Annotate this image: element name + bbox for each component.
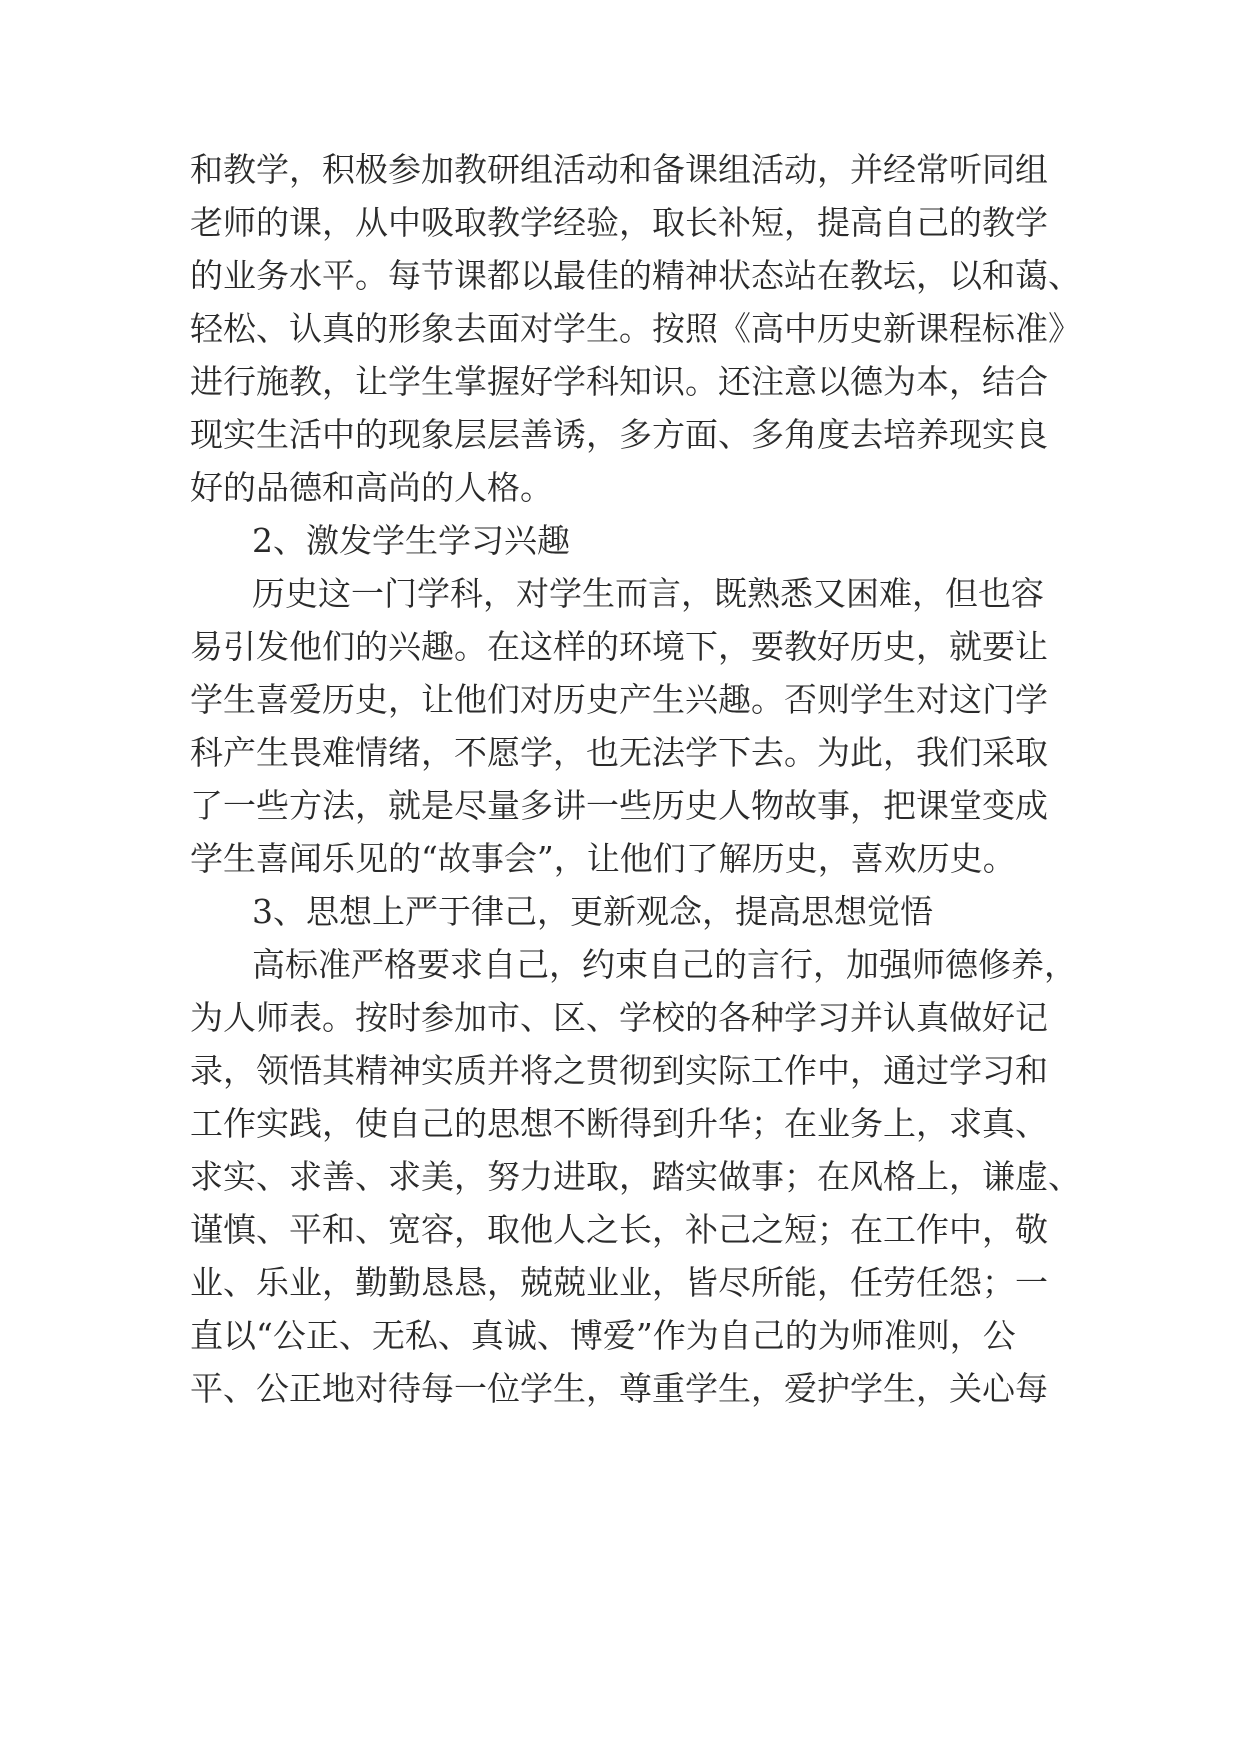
text-line: 的业务水平。每节课都以最佳的精神状态站在教坛，以和蔼、: [190, 256, 1081, 295]
text-line: 轻松、认真的形象去面对学生。按照《高中历史新课程标准》: [190, 309, 1081, 348]
text-line: 和教学，积极参加教研组活动和备课组活动，并经常听同组: [190, 150, 1048, 189]
text-line: 科产生畏难情绪，不愿学，也无法学下去。为此，我们采取: [190, 733, 1048, 772]
text-line: 进行施教，让学生掌握好学科知识。还注意以德为本，结合: [190, 362, 1048, 401]
text-line: 高标准严格要求自己，约束自己的言行，加强师德修养，: [252, 945, 1077, 984]
text-line: 好的品德和高尚的人格。: [190, 468, 553, 507]
text-line: 了一些方法，就是尽量多讲一些历史人物故事，把课堂变成: [190, 786, 1048, 825]
text-line: 求实、求善、求美，努力进取，踏实做事；在风格上，谦虚、: [190, 1157, 1081, 1196]
text-line: 历史这一门学科，对学生而言，既熟悉又困难，但也容: [252, 574, 1044, 613]
text-line: 录，领悟其精神实质并将之贯彻到实际工作中，通过学习和: [190, 1051, 1048, 1090]
text-line: 老师的课，从中吸取教学经验，取长补短，提高自己的教学: [190, 203, 1048, 242]
text-line: 易引发他们的兴趣。在这样的环境下，要教好历史，就要让: [190, 627, 1048, 666]
text-line: 学生喜闻乐见的“故事会”，让他们了解历史，喜欢历史。: [190, 839, 1016, 878]
text-line: 平、公正地对待每一位学生，尊重学生，爱护学生，关心每: [190, 1369, 1048, 1408]
text-line: 现实生活中的现象层层善诱，多方面、多角度去培养现实良: [190, 415, 1048, 454]
section-heading: 3、思想上严于律己，更新观念，提高思想觉悟: [252, 892, 933, 931]
text-line: 直以“公正、无私、真诚、博爱”作为自己的为师准则，公: [190, 1316, 1016, 1355]
text-line: 学生喜爱历史，让他们对历史产生兴趣。否则学生对这门学: [190, 680, 1048, 719]
text-line: 工作实践，使自己的思想不断得到升华；在业务上，求真、: [190, 1104, 1048, 1143]
text-line: 为人师表。按时参加市、区、学校的各种学习并认真做好记: [190, 998, 1048, 1037]
text-line: 业、乐业，勤勤恳恳，兢兢业业，皆尽所能，任劳任怨；一: [190, 1263, 1048, 1302]
text-line: 谨慎、平和、宽容，取他人之长，补己之短；在工作中，敬: [190, 1210, 1048, 1249]
section-heading: 2、激发学生学习兴趣: [252, 521, 570, 560]
